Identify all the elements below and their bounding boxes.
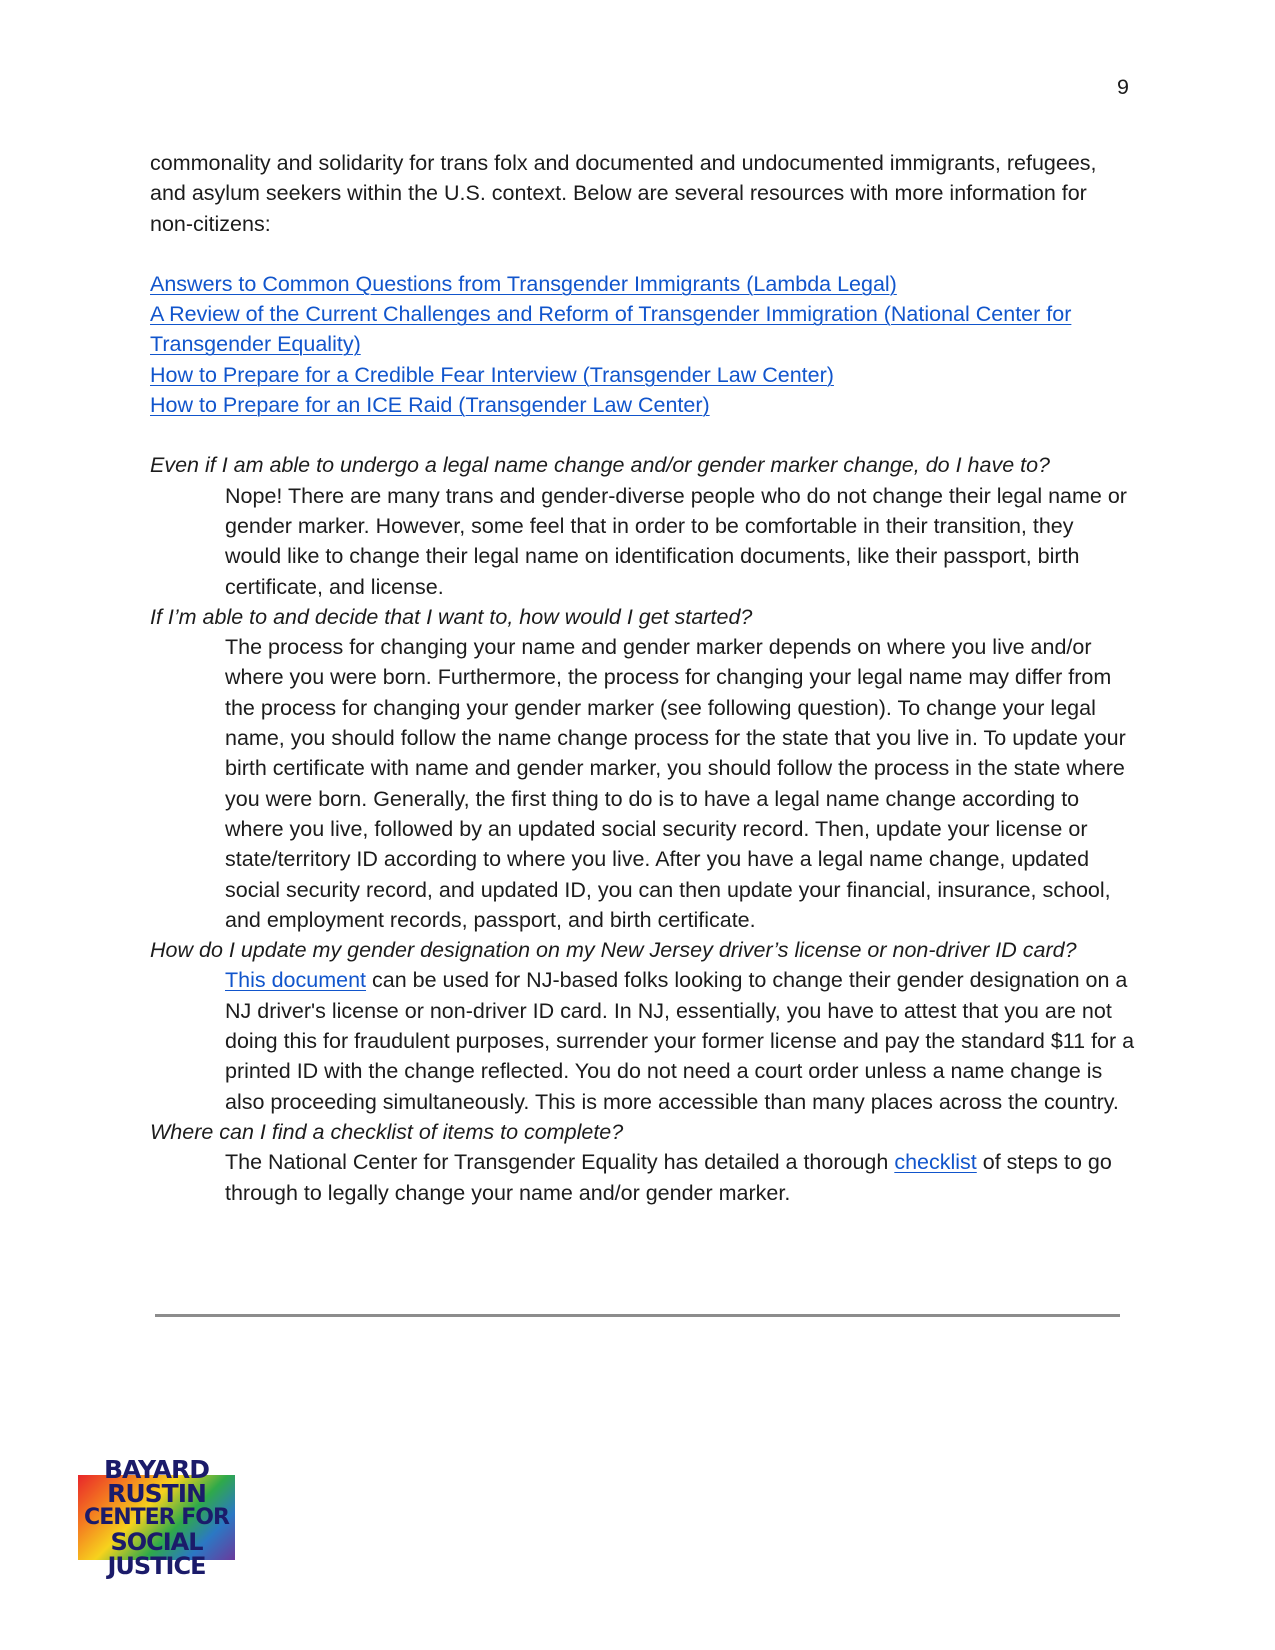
resource-link-ncte-review[interactable]: A Review of the Current Challenges and Reform of Transgender Immigration (National Center for Transgender Equality) (150, 302, 1072, 357)
spacer (150, 420, 1135, 450)
faq-answer-text: of steps to go through to legally change your name and/or gender marker. (225, 1150, 1112, 1205)
faq-item-2 (150, 602, 1135, 935)
faq-answer (150, 965, 1135, 1116)
faq-answer-text: can be used for NJ-based folks looking to change their gender designation on a NJ driver's license or non-driver ID card. In NJ, essentially, you have to attest that you are not doing this for fraudulent purposes, surrender your former license and pay the standard $11 for a printed ID with the change reflected. You do not need a court order unless a name change is also proceeding simultaneously. This is more accessible than many places across the country. (225, 968, 1135, 1114)
faq-question: Even if I am able to undergo a legal name change and/or gender marker change, do I have to? (150, 453, 1051, 478)
section-divider (155, 1314, 1120, 1317)
faq-item-4 (150, 1117, 1135, 1208)
resource-link-lambda-legal[interactable]: Answers to Common Questions from Transgender Immigrants (Lambda Legal) (150, 271, 897, 296)
faq-question: If I’m able to and decide that I want to, how would I get started? (150, 604, 753, 629)
spacer (150, 239, 1135, 269)
checklist-link[interactable]: checklist (894, 1150, 977, 1175)
logo-line: CENTER FOR (84, 1504, 229, 1530)
faq-answer: The process for changing your name and gender marker depends on where you live and/or where you were born. Furthermore, the process for changing your legal name may differ from the process for changing your gender marker (see following question). To change your legal name, you should follow the name change process for the state that you live in. To update your birth certificate with name and gender marker, you should follow the process in the state where you were born. Generally, the first thing to do is to have a legal name change according to where you live, followed by an updated social security record. Then, update your license or state/territory ID according to where you live. After you have a legal name change, updated social security record, and updated ID, you can then update your financial, insurance, school, and employment records, passport, and birth certificate. (225, 635, 1126, 932)
faq-answer-text: The National Center for Transgender Equality has detailed a thorough (225, 1150, 895, 1175)
faq-question: Where can I find a checklist of items to complete? (150, 1119, 624, 1144)
faq-item-3 (150, 935, 1135, 1117)
faq-answer: Nope! There are many trans and gender-diverse people who do not change their legal name or gender marker. However, some feel that in order to be comfortable in their transition, they would like to change their legal name on identification documents, like their passport, birth certificate, and license. (225, 483, 1127, 599)
page-number: 9 (1117, 75, 1129, 99)
faq-question: How do I update my gender designation on my New Jersey driver’s license or non-driver ID card? (150, 938, 1077, 963)
faq-item-1 (150, 450, 1135, 601)
faq-answer (150, 1147, 1135, 1208)
bayard-rustin-logo (78, 1454, 235, 1580)
logo-line: SOCIAL JUSTICE (107, 1527, 206, 1580)
resource-link-credible-fear[interactable]: How to Prepare for a Credible Fear Interview (Transgender Law Center) (150, 362, 834, 387)
document-body (150, 148, 1135, 1208)
intro-paragraph: commonality and solidarity for trans folx and documented and undocumented immigrants, refugees, and asylum seekers within the U.S. context. Below are several resources with more information for non-citizens: (150, 151, 1097, 236)
this-document-link[interactable]: This document (225, 968, 367, 993)
resource-links (150, 269, 1135, 420)
logo-line: BAYARD RUSTIN (103, 1454, 210, 1508)
resource-link-ice-raid[interactable]: How to Prepare for an ICE Raid (Transgender Law Center) (150, 393, 710, 418)
